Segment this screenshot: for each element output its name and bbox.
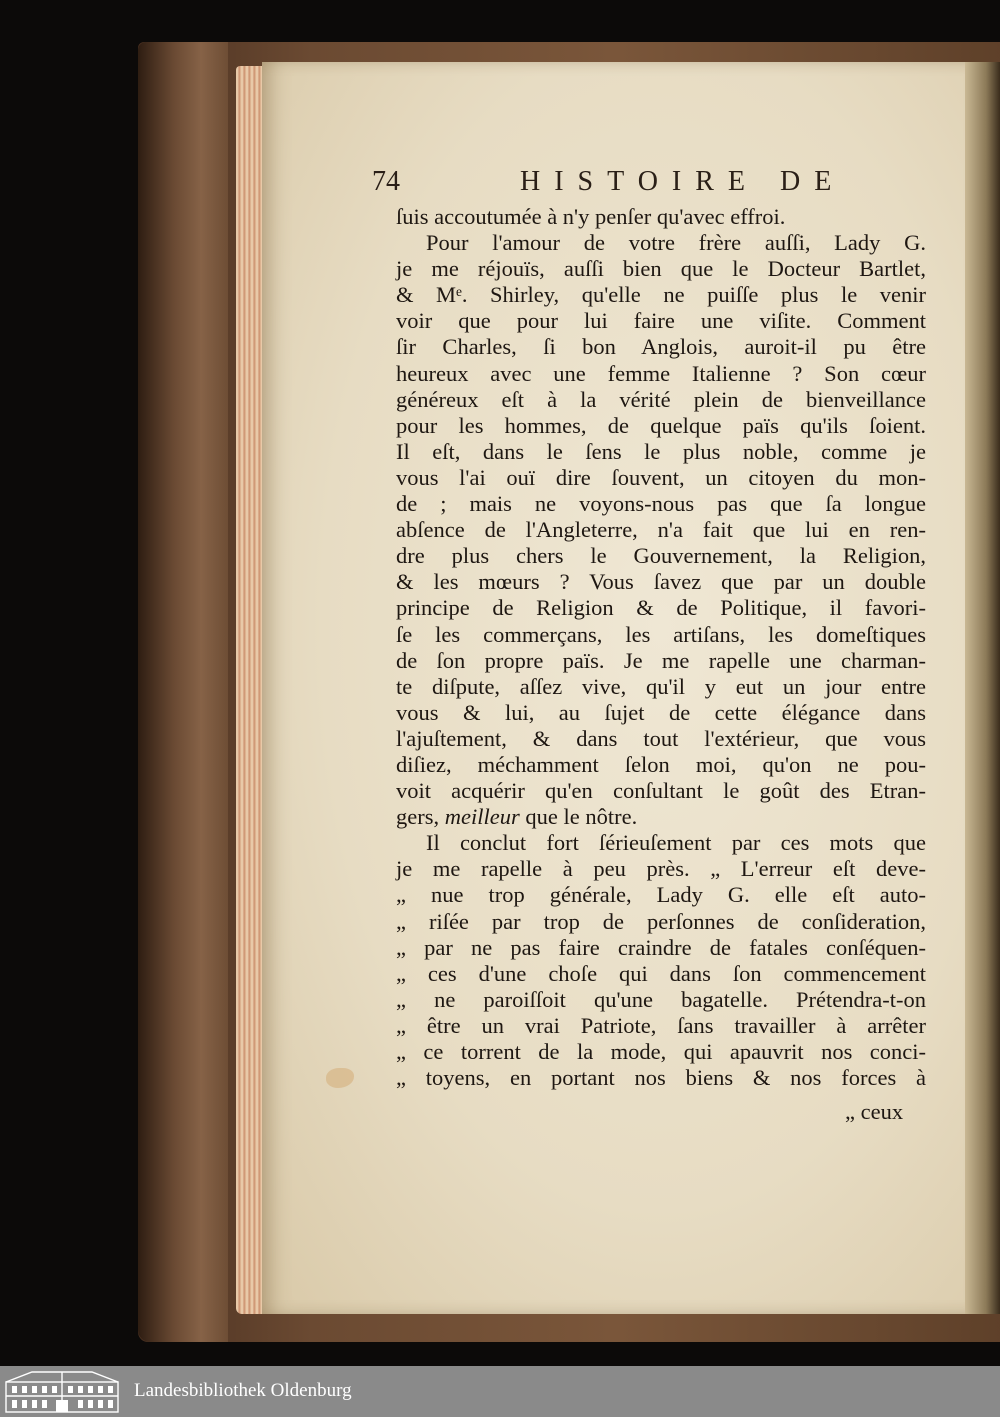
text-line-content: Il conclut fort ſérieuſement par ces mots que [426, 830, 926, 856]
text-line [396, 1065, 926, 1091]
body-text [396, 204, 926, 1091]
text-line-content: ſe les commerçans, les artiſans, les domeſtiques [396, 621, 926, 647]
text-line [396, 830, 926, 856]
text-line [396, 465, 926, 491]
text-line-content: vous l'ai ouï dire ſouvent, un citoyen du mon- [396, 464, 926, 490]
text-line-content: Il eſt, dans le ſens le plus noble, comme je [396, 438, 926, 464]
text-line-content: „ par ne pas faire craindre de fatales conſéquen- [396, 934, 926, 960]
text-line [396, 308, 926, 334]
text-line-content: je me rapelle à peu près. „ L'erreur eſt deve- [396, 856, 926, 882]
text-line [396, 987, 926, 1013]
text-line-content: ſir Charles, ſi bon Anglois, auroit-il pu être [396, 334, 926, 360]
text-line [396, 778, 926, 804]
text-line-content: ſuis accoutumée à n'y penſer qu'avec effroi. [396, 204, 786, 229]
text-line [396, 256, 926, 282]
text-line [396, 439, 926, 465]
text-line-content: dre plus chers le Gouvernement, la Religion, [396, 543, 926, 569]
text-line [396, 935, 926, 961]
text-line-content: heureux avec une femme Italienne ? Son cœur [396, 360, 926, 386]
text-line [396, 387, 926, 413]
text-line-content: voir que pour lui faire une viſite. Comment [396, 308, 926, 334]
text-line [396, 1039, 926, 1065]
text-line-content: „ nue trop générale, Lady G. elle eſt auto- [396, 882, 926, 908]
text-line-tail: que le nôtre. [519, 804, 638, 830]
text-line-content: généreux eſt à la vérité plein de bienveillance [396, 386, 926, 412]
text-line-content: vous & lui, au ſujet de cette élégance dans [396, 699, 926, 725]
text-line [396, 543, 926, 569]
text-line-content: abſence de l'Angleterre, n'a fait que lui en ren- [396, 517, 926, 543]
text-line-content: & les mœurs ? Vous ſavez que par un double [396, 569, 926, 595]
text-line-content: „ ce torrent de la mode, qui apauvrit nos conci- [396, 1039, 926, 1064]
text-line-content: l'ajuſtement, & dans tout l'extérieur, que vous [396, 725, 926, 751]
library-building-icon [2, 1368, 122, 1414]
text-line-content: gers, [396, 804, 440, 830]
text-line [396, 700, 926, 726]
text-line-content: „ ne paroiſſoit qu'une bagatelle. Prétendra-t-on [396, 986, 926, 1012]
text-line [396, 882, 926, 908]
text-line [396, 961, 926, 987]
text-line-content: principe de Religion & de Politique, il favori- [396, 595, 926, 621]
text-line [396, 569, 926, 595]
text-line-content: je me réjouïs, auſſi bien que le Docteur Bartlet, [396, 256, 926, 282]
text-line [396, 413, 926, 439]
text-line [396, 204, 926, 230]
text-line-content: „ ces d'une choſe qui dans ſon commencement [396, 960, 926, 986]
text-line [396, 517, 926, 543]
text-line-content: diſiez, méchamment ſelon moi, qu'on ne pou- [396, 751, 926, 777]
text-line-content: „ être un vrai Patriote, ſans travailler à arrêter [396, 1012, 926, 1038]
text-line [396, 752, 926, 778]
running-head [372, 166, 872, 206]
text-line [396, 622, 926, 648]
text-line [396, 1013, 926, 1039]
text-line [396, 491, 926, 517]
text-line [396, 230, 926, 256]
text-line-content: pour les hommes, de quelque païs qu'ils ſoient. [396, 412, 926, 438]
text-line-content: „ riſée par trop de perſonnes de conſideration, [396, 908, 926, 934]
facing-page-gutter [965, 62, 1000, 1314]
text-line [396, 282, 926, 308]
library-name: Landesbibliothek Oldenburg [134, 1380, 352, 1401]
text-line [396, 334, 926, 360]
text-line [396, 726, 926, 752]
text-line-content: Pour l'amour de votre frère auſſi, Lady G. [426, 230, 926, 256]
library-footer [0, 1366, 1000, 1417]
text-line-content: te diſpute, aſſez vive, qu'il y eut un jour entre [396, 673, 926, 699]
text-line [396, 856, 926, 882]
catchword: „ ceux [845, 1099, 904, 1124]
text-line-content: de ſon propre païs. Je me rapelle une charman- [396, 647, 926, 673]
text-line [396, 361, 926, 387]
page-number: 74 [372, 166, 400, 197]
text-line-content: & Mᵉ. Shirley, qu'elle ne puiſſe plus le venir [396, 282, 926, 308]
cover-edge [138, 42, 228, 1342]
text-line [396, 674, 926, 700]
text-line [396, 909, 926, 935]
text-line-content: de ; mais ne voyons-nous pas que ſa longue [396, 491, 926, 517]
running-title: HISTOIRE DE [520, 166, 846, 197]
text-line-content: „ toyens, en portant nos biens & nos forces à [396, 1065, 926, 1091]
text-line [396, 595, 926, 621]
text-line [396, 648, 926, 674]
text-line [396, 804, 926, 830]
italic-word: meilleur [439, 804, 520, 830]
text-line-content: voit acquérir qu'en conſultant le goût des Etran- [396, 778, 926, 804]
